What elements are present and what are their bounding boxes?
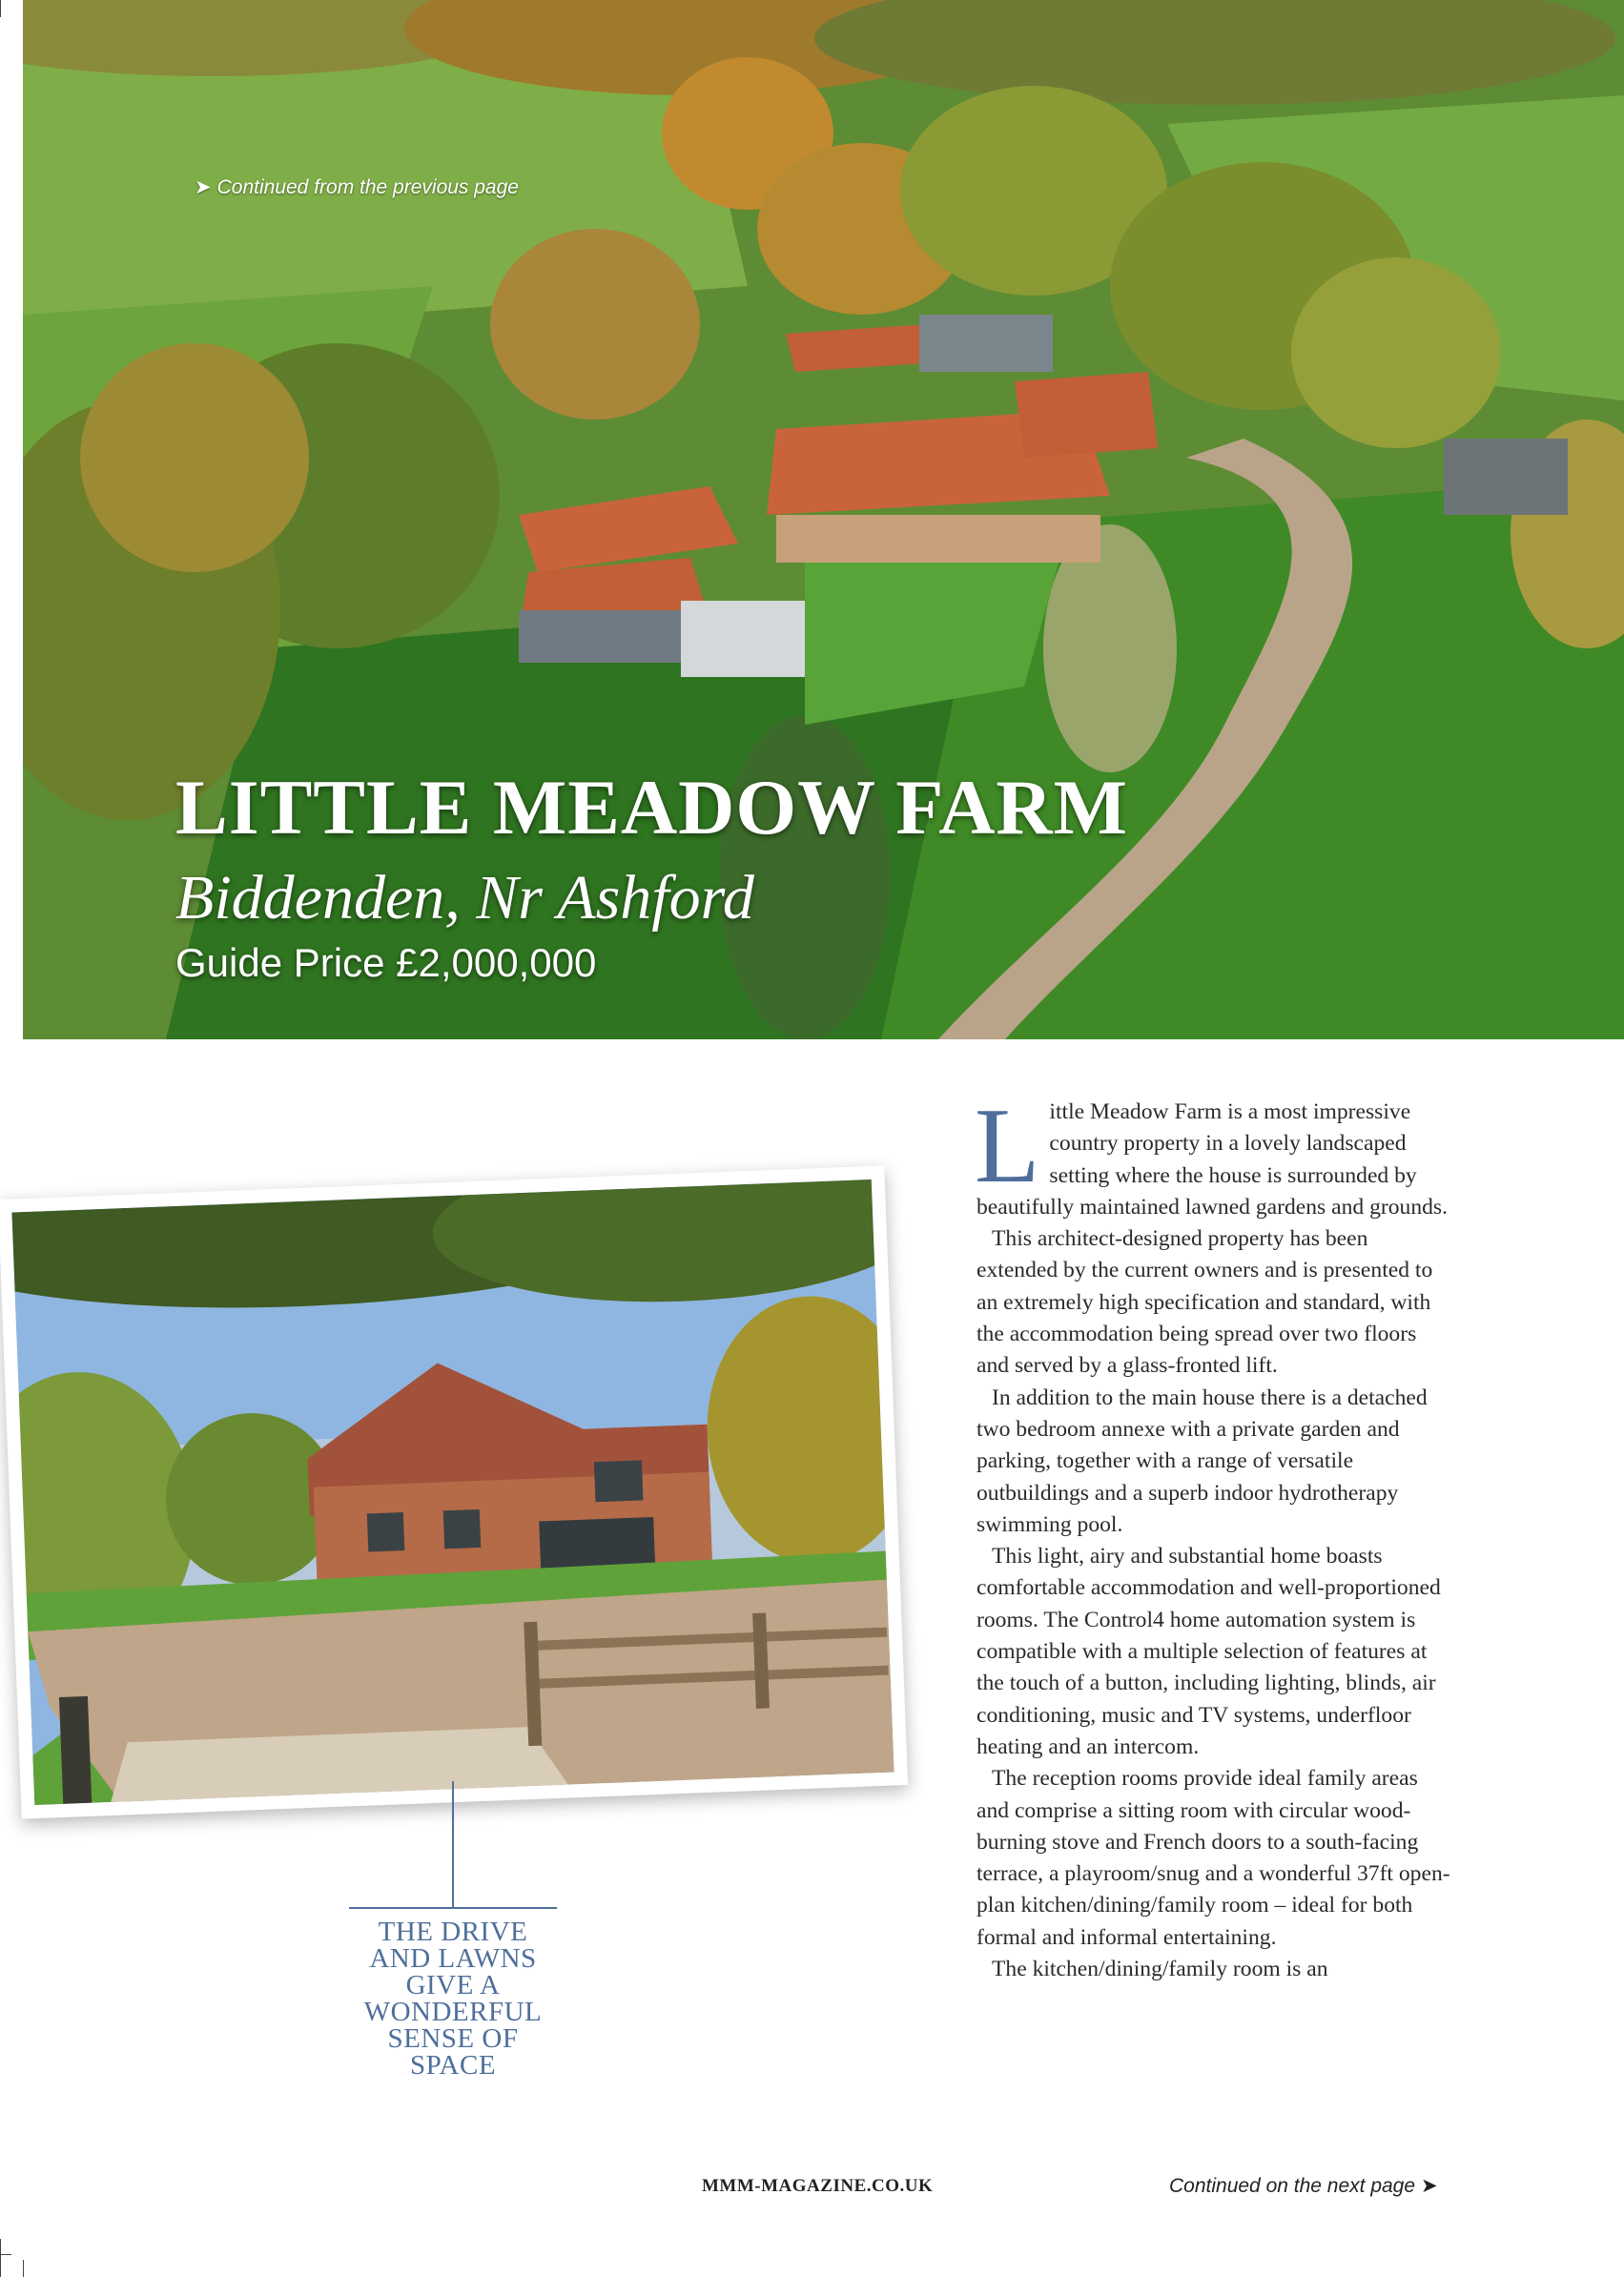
house-front-illustration [11,1180,894,1805]
caption-line: SPACE [409,2050,497,2081]
caption-line: AND LAWNS [369,1943,537,1974]
article-paragraph [975,1087,1453,1223]
paragraph-text: ittle Meadow Farm is a most impressive country property in a lovely landscaped setting where the house is surrounded by beautifully maintained lawned gardens and grounds. [976,1099,1449,1220]
article-paragraph: This architect-designed property has been extended by the current owners and is presented to an extremely high specification and standard, with the accommodation being spread over two floors and served by a glass-fronted lift. [976,1226,1433,1379]
magazine-website: MMM-MAGAZINE.CO.UK [702,2176,934,2196]
article-paragraph: This light, airy and substantial home boasts comfortable accommodation and well-proportioned rooms. The Control4 home automation system is compatible with a multiple selection of features at the touch of a button, including lighting, blinds, air conditioning, music and TV systems, underfloor heating and an intercom. [976,1544,1441,1759]
photo-caption [330,1918,576,2079]
caption-rule [349,1907,557,1909]
arrow-right-icon: ➤ [1421,2175,1438,2197]
property-title: LITTLE MEADOW FARM [175,764,1129,851]
caption-line: WONDERFUL [363,1997,543,2027]
crop-mark [0,0,1,17]
hero-aerial-photo [23,0,1624,1039]
property-location: Biddenden, Nr Ashford [175,863,754,933]
drop-cap: L [975,1087,1040,1205]
continued-next-page [1169,2174,1438,2198]
house-photo-frame [0,1165,908,1818]
continued-next-text: Continued on the next page [1169,2175,1416,2197]
continued-from-previous [195,175,519,199]
caption-leader-line [452,1781,454,1907]
continued-from-text: Continued from the previous page [216,176,519,198]
caption-line: GIVE A [405,1970,501,2000]
crop-mark [0,2239,1,2277]
caption-line: SENSE OF [387,2023,519,2054]
caption-line: THE DRIVE [378,1917,528,1947]
article-paragraph: The reception rooms provide ideal family areas and comprise a sitting room with circular wood-burning stove and French doors to a south-facing terrace, a playroom/snug and a wonderful 37ft open-plan kitchen/dining/family room – ideal for both formal and informal entertaining. [976,1766,1450,1950]
guide-price: Guide Price £2,000,000 [175,940,597,985]
article-paragraph: In addition to the main house there is a detached two bedroom annexe with a private garden and parking, together with a range of versatile outbuildings and a superb indoor hydrotherapy swimming pool. [976,1385,1428,1537]
crop-mark [0,2254,11,2255]
article-body [975,1087,1453,1985]
crop-mark [23,2260,24,2277]
article-paragraph: The kitchen/dining/family room is an [992,1957,1328,1982]
house-photo [11,1180,894,1805]
arrow-right-icon: ➤ [195,176,212,198]
